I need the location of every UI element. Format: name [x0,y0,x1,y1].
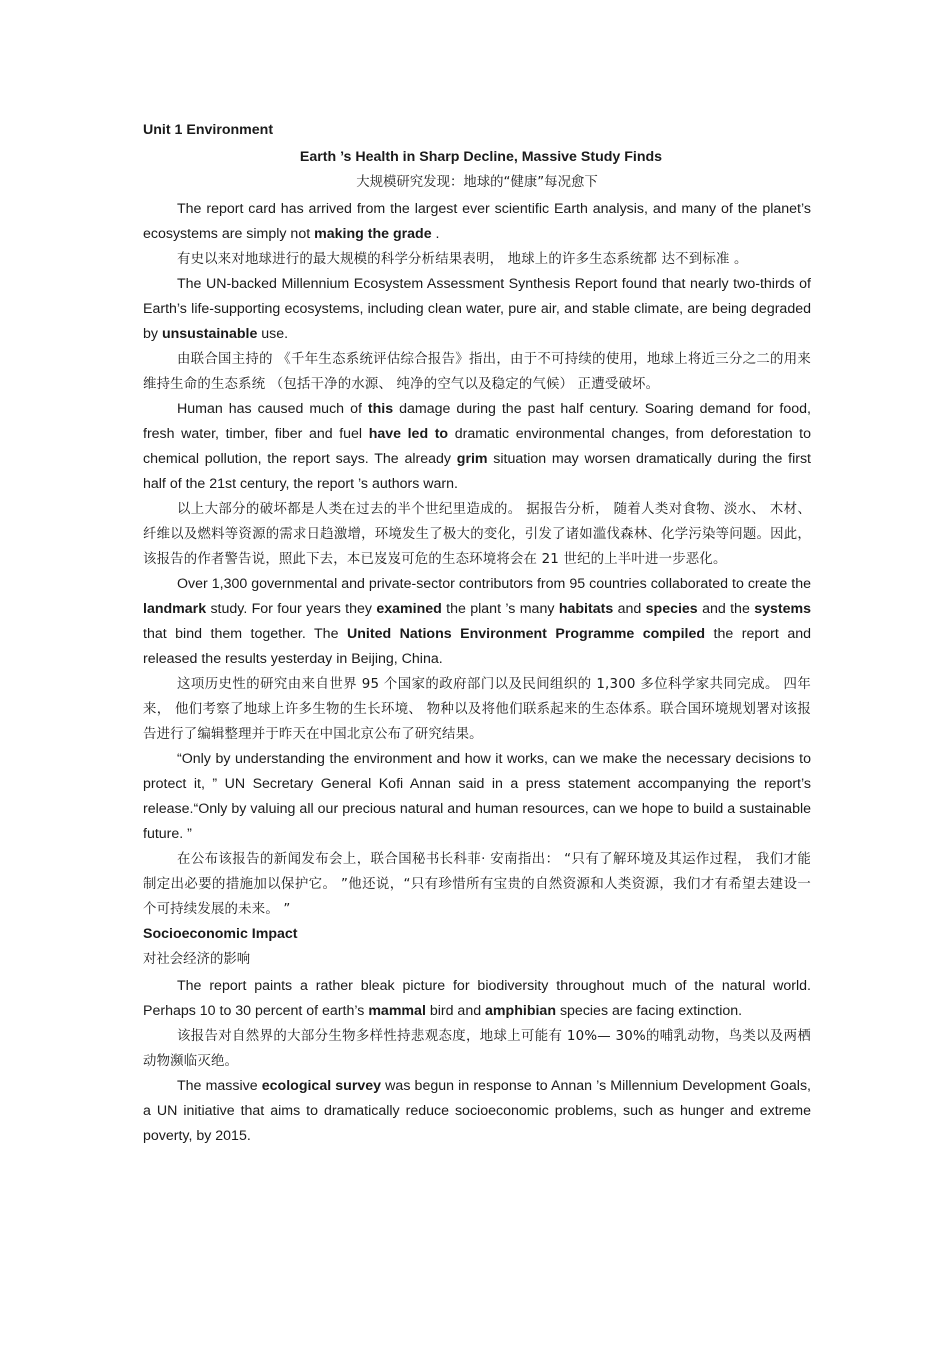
key-phrase: unsustainable [161,326,258,342]
key-phrase: this [367,401,394,417]
key-phrase: mammal [368,1003,426,1019]
key-phrase: systems [754,601,811,617]
document-page [143,118,811,1149]
key-phrase: species [645,601,698,617]
paragraph-en: The report paints a rather bleak picture for biodiversity throughout much of the natural world. Perhaps 10 to 30 percent of earth’s mammal bird and amphibian species are facing extinction. [143,978,811,1019]
paragraph-en: Over 1,300 governmental and private-sector contributors from 95 countries collaborated to create the landmark study. For four years they examined the plant ’s many habitats and species and the systems that bind them together. The United Nations Environment Programme compiled the report and released the results yesterday in Beijing, China. [143,576,811,667]
paragraph-zh: 该报告对自然界的大部分生物多样性持悲观态度，地球上可能有 10%— 30%的哺乳动物，鸟类以及两栖动物濒临灭绝。 [143,1029,811,1069]
key-phrase: ecological survey [261,1078,382,1094]
key-phrase: landmark [143,601,207,617]
paragraph-en: The massive ecological survey was begun in response to Annan ’s Millennium Development Goals, a UN initiative that aims to dramatically reduce socioeconomic problems, such as hunger and extreme poverty, by 2015. [143,1078,811,1144]
paragraph-en: “Only by understanding the environment and how it works, can we make the necessary decisions to protect it, ” UN Secretary General Kofi Annan said in a press statement accompanying the report’s release.“Only by valuing all our precious natural and human resources, can we hope to build a sustainable future. ” [143,751,811,842]
key-phrase: United Nations Environment Programme compiled [346,626,706,642]
paragraph-en: Human has caused much of this damage during the past half century. Soaring demand for food, fresh water, timber, fiber and fuel have led to dramatic environmental changes, from deforestation to chemical pollution, the report says. The already grim situation may worsen dramatically during the first half of the 21st century, the report ’s authors warn. [143,401,812,492]
unit-heading: Unit 1 Environment [143,122,274,138]
paragraph-zh: 由联合国主持的 《千年生态系统评估综合报告》指出，由于不可持续的使用，地球上将近三分之二的用来维持生命的生态系统 （包括干净的水源、 纯净的空气以及稳定的气候） 正遭受破坏。 [143,352,811,392]
article-subtitle-zh: 大规模研究发现：地球的“健康”每况愈下 [356,175,598,190]
paragraph-en: The report card has arrived from the largest ever scientific Earth analysis, and many of the planet’s ecosystems are simply not making the grade . [143,201,811,242]
paragraph-zh: 以上大部分的破坏都是人类在过去的半个世纪里造成的。 据报告分析， 随着人类对食物、淡水、 木材、纤维以及燃料等资源的需求日趋激增，环境发生了极大的变化，引发了诸如滥伐森林、化学污染等问题。因此，该报告的作者警告说，照此下去，本已岌岌可危的生态环境将会在 21 世纪的上半叶进一步恶化。 [143,502,811,567]
key-phrase: grim [456,451,488,467]
key-phrase: have led to [368,426,449,442]
section-heading: Socioeconomic Impact [143,926,298,942]
paragraph-zh: 在公布该报告的新闻发布会上，联合国秘书长科菲· 安南指出： “只有了解环境及其运作过程， 我们才能制定出必要的措施加以保护它。 ”他还说，“只有珍惜所有宝贵的自然资源和人类资源，我们才有希望去建设一个可持续发展的未来。 ” [143,852,811,917]
article-title: Earth ’s Health in Sharp Decline, Massive Study Finds [299,149,663,165]
key-phrase: habitats [558,601,614,617]
paragraph-en: The UN-backed Millennium Ecosystem Assessment Synthesis Report found that nearly two-thirds of Earth’s life-supporting ecosystems, including clean water, pure air, and stable climate, are being degraded by unsustainable use. [143,276,811,342]
paragraph-zh: 这项历史性的研究由来自世界 95 个国家的政府部门以及民间组织的 1,300 多位科学家共同完成。 四年来， 他们考察了地球上许多生物的生长环境、 物种以及将他们联系起来的生态体系。联合国环境规划署对该报告进行了编辑整理并于昨天在中国北京公布了研究结果。 [143,677,811,742]
key-phrase: making the grade [314,226,432,242]
paragraph-zh: 有史以来对地球进行的最大规模的科学分析结果表明， 地球上的许多生态系统都 达不到标准 。 [177,252,748,267]
key-phrase: examined [376,601,442,617]
section-heading-zh: 对社会经济的影响 [143,952,251,967]
key-phrase: amphibian [485,1003,556,1019]
